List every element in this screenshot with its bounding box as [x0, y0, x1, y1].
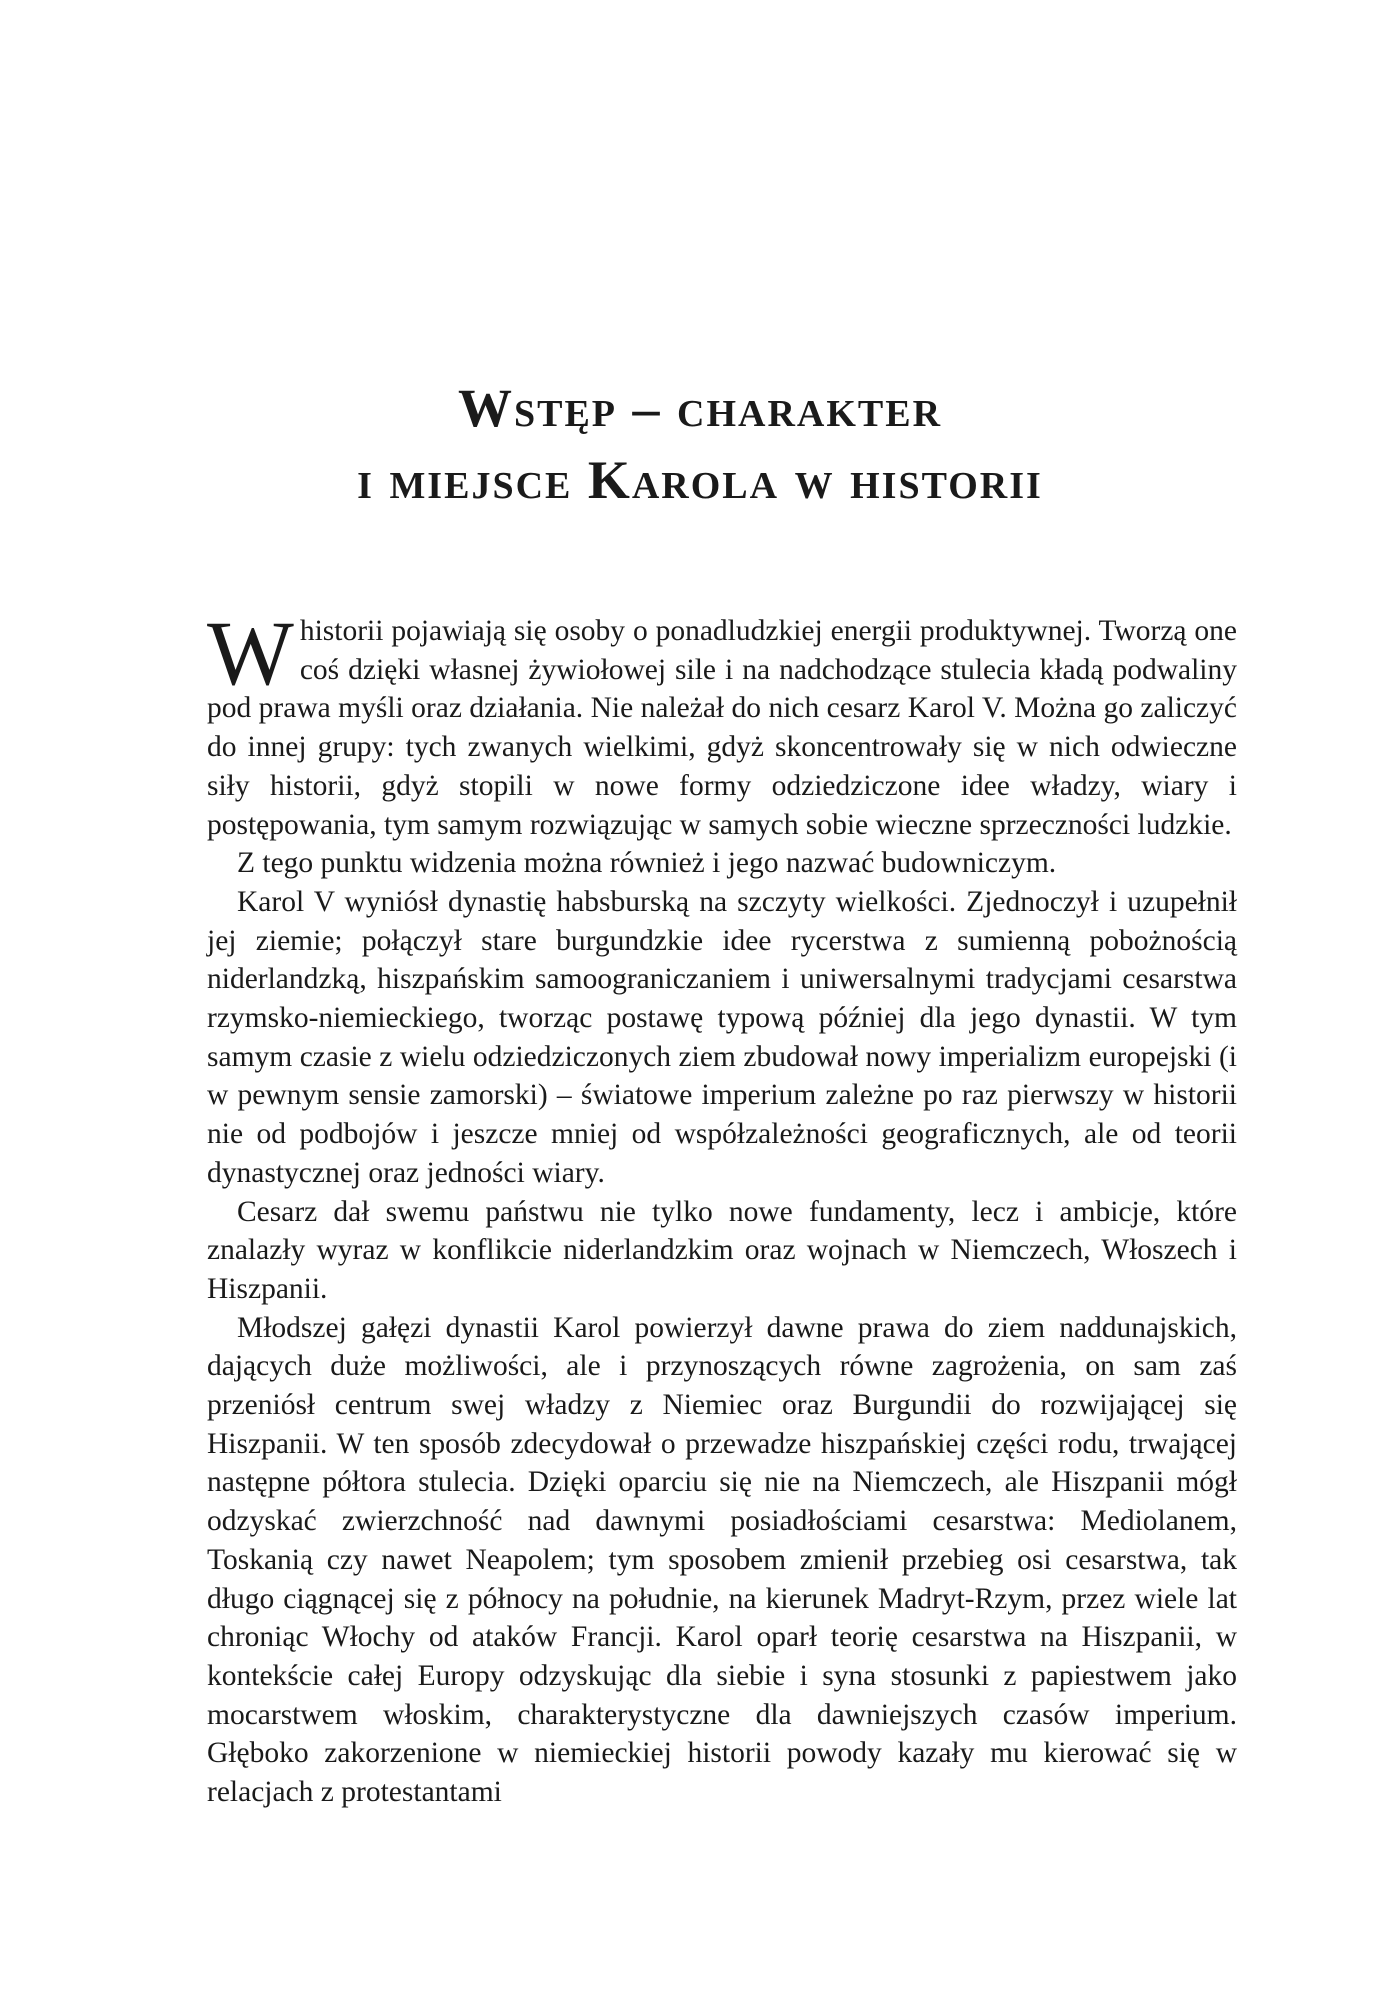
chapter-title-line-2: i miejsce Karola w historii [357, 450, 1043, 510]
drop-cap: W [207, 602, 294, 704]
paragraph-1-text: historii pojawiają się osoby o ponadludzkiej energii produktywnej. Tworzą one coś dzięki własnej żywiołowej sile i na nadchodzące stulecia kładą podwaliny pod prawa myśli oraz działania. Nie należał do nich cesarz Karol V. Można go zaliczyć do innej grupy: tych zwanych wielkimi, gdyż skoncentrowały się w nich odwieczne siły historii, gdyż stopili w nowe formy odziedziczone idee władzy, wiary i postępowania, tym samym rozwiązując w samych sobie wieczne sprzeczności ludzkie. [207, 615, 1237, 841]
paragraph-3: Karol V wyniósł dynastię habsburską na szczyty wielkości. Zjednoczył i uzupełnił jej ziemie; połączył stare burgundzkie idee rycerstwa z sumienną pobożnością niderlandzką, hiszpańskim samoograniczaniem i uniwersalnymi tradycjami cesarstwa rzymsko-niemieckiego, tworząc postawę typową później dla jego dynastii. W tym samym czasie z wielu odziedziczonych ziem zbudował nowy imperializm europejski (i w pewnym sensie zamorski) – światowe imperium zależne po raz pierwszy w historii nie od podbojów i jeszcze mniej od współzależności geograficznych, ale od teorii dynastycznej oraz jedności wiary. [207, 885, 1237, 1189]
chapter-title-line-1: Wstęp – charakter [457, 378, 943, 438]
paragraph-4: Cesarz dał swemu państwu nie tylko nowe fundamenty, lecz i ambicje, które znalazły wyraz w konflikcie niderlandzkim oraz wojnach w Niemczech, Włoszech i Hiszpanii. [207, 1195, 1237, 1305]
paragraph-5: Młodszej gałęzi dynastii Karol powierzył dawne prawa do ziem naddunajskich, dających duże możliwości, ale i przynoszących równe zagrożenia, on sam zaś przeniósł centrum swej władzy z Niemiec oraz Burgundii do rozwijającej się Hiszpanii. W ten sposób zdecydował o przewadze hiszpańskiej części rodu, trwającej następne półtora stulecia. Dzięki oparciu się nie na Niemczech, ale Hiszpanii mógł odzyskać zwierzchność nad dawnymi posiadłościami cesarstwa: Mediolanem, Toskanią czy nawet Neapolem; tym sposobem zmienił przebieg osi cesarstwa, tak długo ciągnącej się z północy na południe, na kierunek Madryt-Rzym, przez wiele lat chroniąc Włochy od ataków Francji. Karol oparł teorię cesarstwa na Hiszpanii, w kontekście całej Europy odzyskując dla siebie i syna stosunki z papiestwem jako mocarstwem włoskim, charakterystyczne dla dawniejszych czasów imperium. Głęboko zakorzenione w niemieckiej historii powody kazały mu kierować się w relacjach z protestantami [207, 1311, 1237, 1809]
paragraph-1 [207, 602, 1237, 844]
chapter-body [207, 602, 1237, 1812]
paragraph-2: Z tego punktu widzenia można również i jego nazwać budowniczym. [237, 847, 1057, 880]
chapter-title [0, 372, 1400, 516]
